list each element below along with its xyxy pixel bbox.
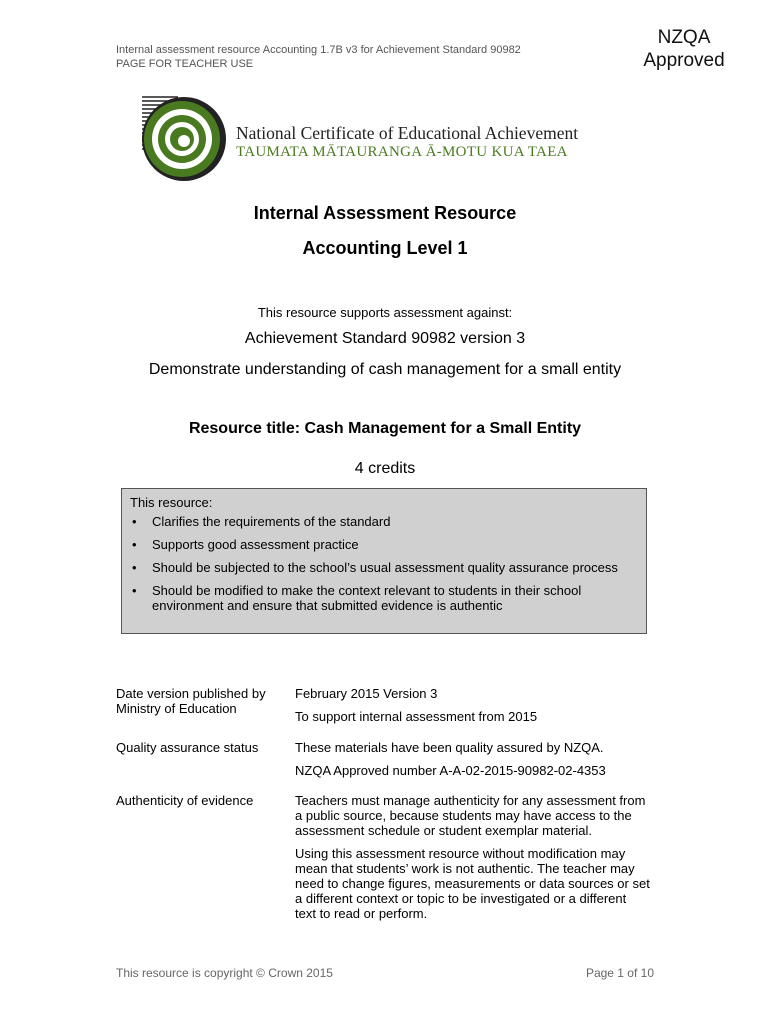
meta-value-date: February 2015 Version 3 To support internal assessment from 2015 <box>295 686 538 724</box>
list-item: • Supports good assessment practice <box>132 537 359 552</box>
bullet-icon: • <box>132 583 137 598</box>
standard-description: Demonstrate understanding of cash management for a small entity <box>148 361 622 378</box>
meta-label-authenticity: Authenticity of evidence <box>116 793 254 808</box>
meta-label-date: Date version published by Ministry of Education <box>116 686 266 716</box>
koru-spiral-icon <box>138 87 233 192</box>
standard-version: Achievement Standard 90982 version 3 <box>244 330 526 347</box>
approved-label: Approved <box>643 50 725 71</box>
credits: 4 credits <box>354 460 416 477</box>
supports-text: This resource supports assessment against: <box>257 305 513 320</box>
bullet-icon: • <box>132 560 137 575</box>
logo-maori-text: TAUMATA MĀTAURANGA Ā-MOTU KUA TAEA <box>236 144 568 160</box>
nzqa-approved-stamp <box>638 26 730 72</box>
meta-value-qa: These materials have been quality assured by NZQA. NZQA Approved number A-A-02-2015-90982-02-4353 <box>295 740 606 778</box>
bullet-icon: • <box>132 537 137 552</box>
list-item: • Clarifies the requirements of the standard <box>132 514 391 529</box>
document-title: Internal Assessment Resource <box>253 203 517 223</box>
box-intro: This resource: <box>130 495 213 510</box>
resource-info-box <box>121 488 647 634</box>
resource-title: Resource title: Cash Management for a Small Entity <box>188 420 582 437</box>
document-subtitle: Accounting Level 1 <box>302 238 468 258</box>
list-item: • Should be modified to make the context relevant to students in their school environment and ensure that submitted evidence is authentic <box>132 583 582 613</box>
bullet-icon: • <box>132 514 137 529</box>
logo-english-text: National Certificate of Educational Achievement <box>236 123 579 143</box>
page-header <box>116 43 521 71</box>
list-item: • Should be subjected to the school’s usual assessment quality assurance process <box>132 560 618 575</box>
ncea-logo <box>138 87 638 192</box>
footer-page-number: Page 1 of 10 <box>585 966 654 980</box>
meta-value-authenticity: Teachers must manage authenticity for any assessment from a public source, because students may have access to the assessment schedule or student exemplar material. Using this assessment resource without modification may mean that students’ work is not authentic. The teacher may need to change figures, measurements or data sources or set a different context or topic to be investigated or a different text to read or perform. <box>295 793 650 921</box>
header-resource-line: Internal assessment resource Accounting 1.7B v3 for Achievement Standard 90982 <box>116 44 521 56</box>
footer-copyright: This resource is copyright © Crown 2015 <box>116 966 333 980</box>
header-teacher-line: PAGE FOR TEACHER USE <box>116 58 254 70</box>
meta-label-qa: Quality assurance status <box>116 740 259 755</box>
nzqa-label: NZQA <box>657 27 711 48</box>
box-bullet-list <box>130 514 638 613</box>
